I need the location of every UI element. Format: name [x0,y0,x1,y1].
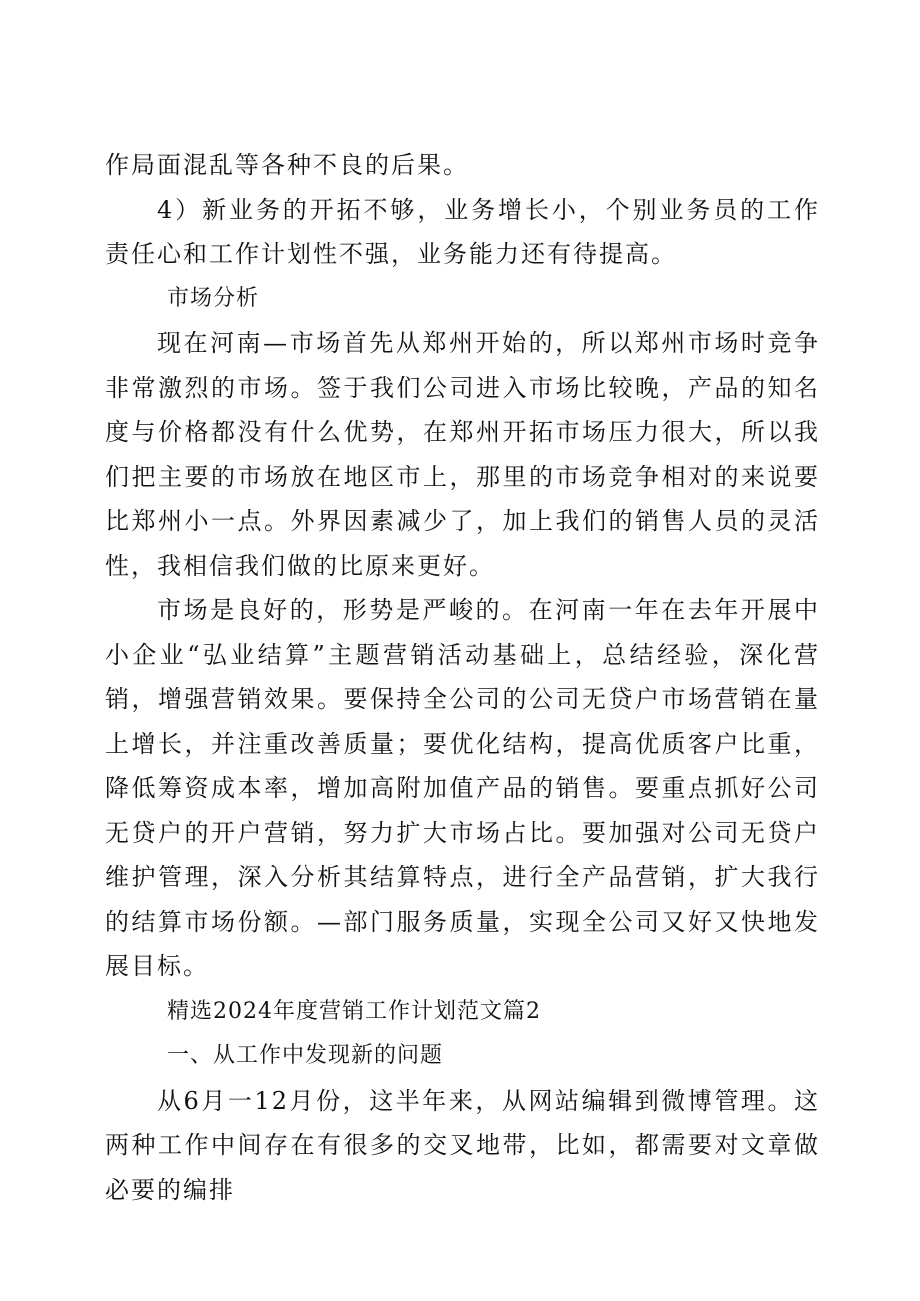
paragraph-item-4: 4）新业务的开拓不够，业务增长小，个别业务员的工作责任心和工作计划性不强，业务能力还有待提高。 [105,195,820,268]
section-heading-market-analysis: 市场分析 [167,285,260,311]
section-heading-new-issues: 一、从工作中发现新的问题 [167,1043,444,1068]
article-title-part-2: 精选2024年度营销工作计划范文篇2 [167,998,541,1024]
paragraph-work-review: 从6月一12月份，这半年来，从网站编辑到微博管理。这两种工作中间存在有很多的交叉地带，比如，都需要对文章做必要的编排 [105,1086,820,1204]
paragraph-market-outlook: 市场是良好的，形势是严峻的。在河南一年在去年开展中小企业“弘业结算”主题营销活动基础上，总结经验，深化营销，增强营销效果。要保持全公司的公司无贷户市场营销在量上增长，并注重改善质量；要优化结构，提高优质客户比重，降低筹资成本率，增加高附加值产品的销售。要重点抓好公司无贷户的开户营销，努力扩大市场占比。要加强对公司无贷户维护管理，深入分析其结算特点，进行全产品营销，扩大我行的结算市场份额。—部门服务质量，实现全公司又好又快地发展目标。 [105,596,820,980]
paragraph-market-current: 现在河南—市场首先从郑州开始的，所以郑州市场时竞争非常激烈的市场。签于我们公司进入市场比较晚，产品的知名度与价格都没有什么优势，在郑州开拓市场压力很大，所以我们把主要的市场放在地区市上，那里的市场竞争相对的来说要比郑州小一点。外界因素减少了，加上我们的销售人员的灵活性，我相信我们做的比原来更好。 [105,329,820,580]
document-body [105,143,820,1212]
paragraph-continuation: 作局面混乱等各种不良的后果。 [105,151,469,179]
